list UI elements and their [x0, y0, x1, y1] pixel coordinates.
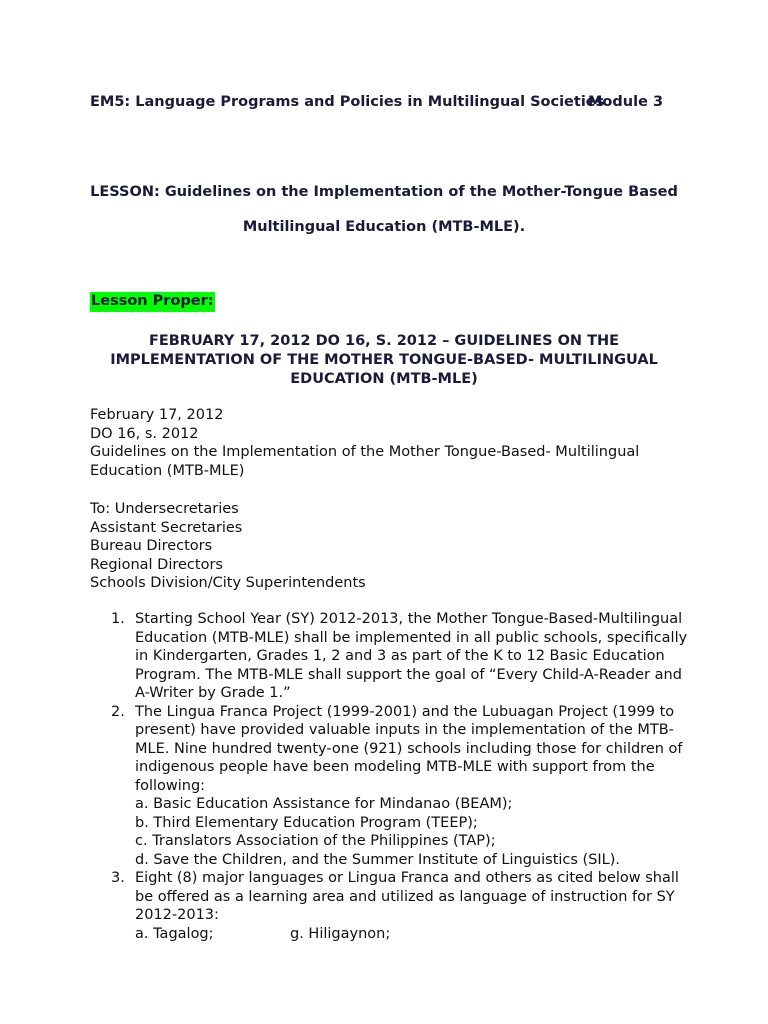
- module-label: Module 3: [588, 94, 664, 110]
- list-subitem: c. Translators Association of the Philippines (TAP);: [135, 833, 496, 849]
- memo-do-number: DO 16, s. 2012: [90, 425, 199, 442]
- do-heading-line-3: EDUCATION (MTB-MLE): [290, 371, 478, 387]
- recipient: Bureau Directors: [90, 538, 213, 554]
- memo-date: February 17, 2012: [90, 407, 224, 423]
- do-heading-line-1: FEBRUARY 17, 2012 DO 16, S. 2012 – GUIDELINES ON THE: [148, 333, 620, 349]
- recipient: Schools Division/City Superintendents: [90, 575, 366, 591]
- memo-recipients: [90, 500, 690, 593]
- list-subitem: b. Third Elementary Education Program (TEEP);: [135, 814, 478, 831]
- recipient: Regional Directors: [90, 556, 223, 573]
- list-item: [90, 703, 690, 870]
- memo-details: [90, 406, 690, 480]
- do-heading-line-2: IMPLEMENTATION OF THE MOTHER TONGUE-BASED- MULTILINGUAL: [110, 352, 658, 368]
- list-item-number: 2.: [111, 703, 125, 720]
- lesson-proper-label: Lesson Proper:: [90, 292, 215, 312]
- language-entry: a. Tagalog;: [135, 925, 214, 942]
- do-heading: [110, 332, 658, 389]
- language-entry: g. Hiligaynon;: [290, 925, 391, 942]
- list-item-text: Eight (8) major languages or Lingua Franca and others as cited below shall be offered as a learning area and utilized as language of instruction for SY 2012-2013:: [135, 870, 679, 923]
- list-item-text: Starting School Year (SY) 2012-2013, the Mother Tongue-Based-Multilingual Education (MTB-MLE) shall be implemented in all public schools, specifically in Kindergarten, Grades 1, 2 and 3 as part of the K to 12 Basic Education Program. The MTB-MLE shall support the goal of “Every Child-A-Reader and A-Writer by Grade 1.”: [135, 611, 688, 701]
- list-item: [90, 610, 690, 703]
- list-item-number: 1.: [111, 611, 125, 627]
- lesson-title-line-2: Multilingual Education (MTB-MLE).: [242, 219, 526, 235]
- lesson-title-line-1: LESSON: Guidelines on the Implementation of the Mother-Tongue Based: [90, 184, 678, 200]
- memo-to-line: To: Undersecretaries: [90, 501, 239, 517]
- list-item-text: The Lingua Franca Project (1999-2001) and the Lubuagan Project (1999 to present) have provided valuable inputs in the implementation of the MTB-MLE. Nine hundred twenty-one (921) schools including those for children of indigenous people have been modeling MTB-MLE with support from the following:: [135, 703, 683, 794]
- course-header: EM5: Language Programs and Policies in Multilingual Societies: [90, 94, 605, 110]
- list-item-number: 3.: [111, 870, 125, 886]
- language-row: [135, 925, 690, 944]
- list-subitem: a. Basic Education Assistance for Mindanao (BEAM);: [135, 796, 513, 812]
- memo-subject: Guidelines on the Implementation of the Mother Tongue-Based- Multilingual Education (MTB-MLE): [90, 444, 640, 479]
- recipient: Assistant Secretaries: [90, 519, 243, 536]
- list-subitem: d. Save the Children, and the Summer Institute of Linguistics (SIL).: [135, 851, 621, 868]
- list-item: [90, 869, 690, 943]
- numbered-list: [90, 610, 690, 943]
